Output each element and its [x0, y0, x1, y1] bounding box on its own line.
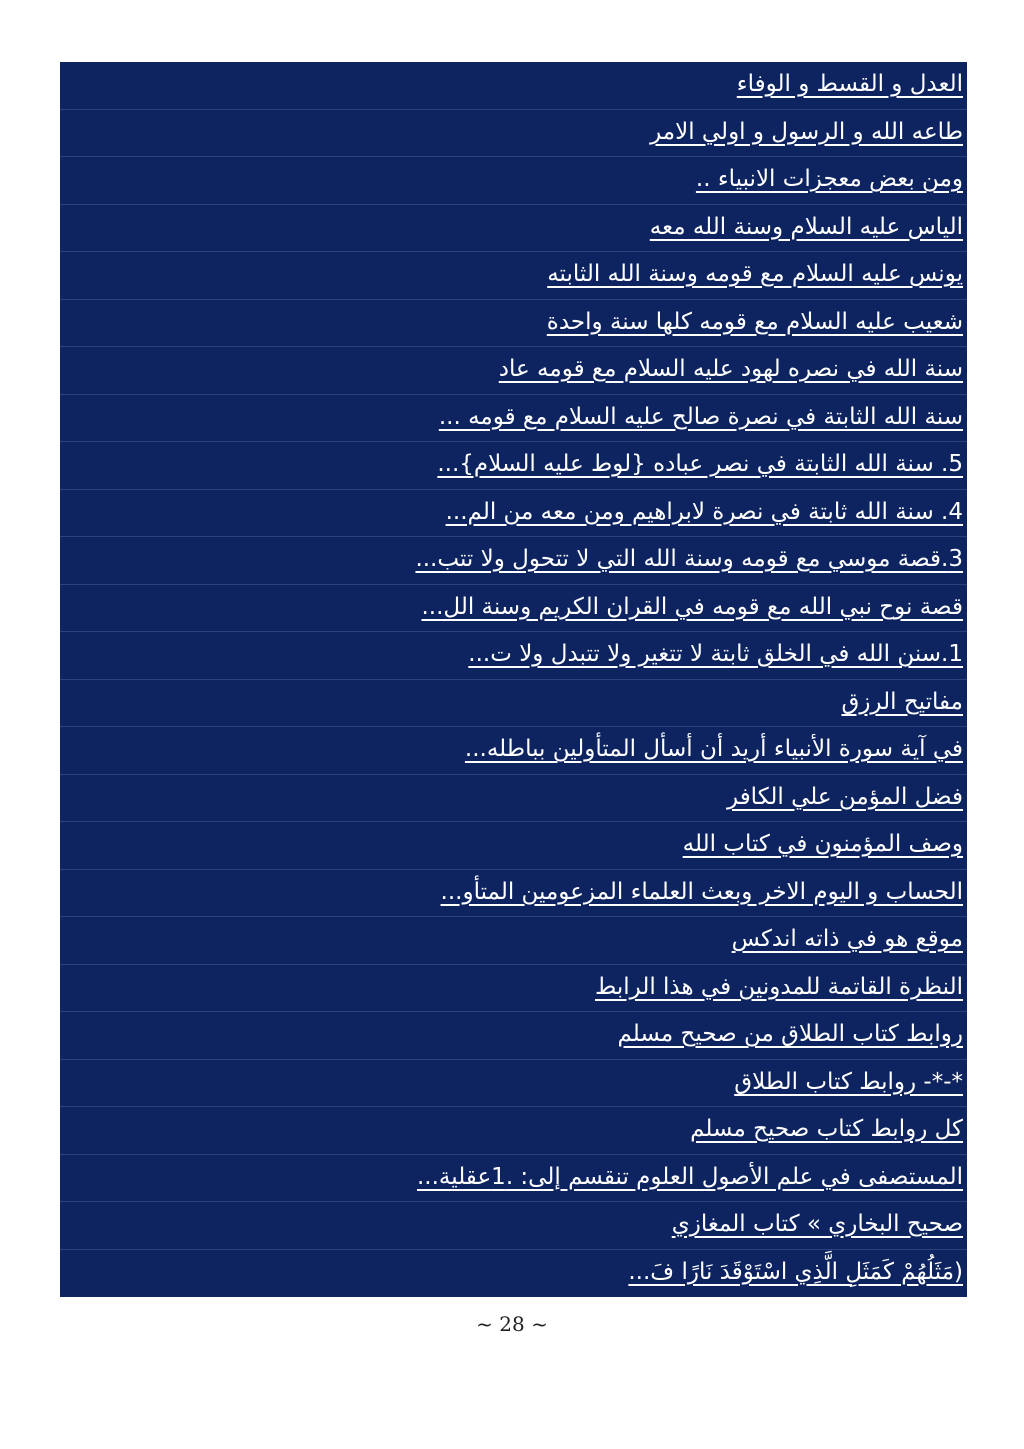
link-row [60, 1060, 967, 1108]
link-row [60, 537, 967, 585]
link-row [60, 300, 967, 348]
link-row [60, 1250, 967, 1298]
post-link[interactable]: طاعه الله و الرسول و اولي الامر [650, 118, 963, 145]
link-row [60, 632, 967, 680]
post-link[interactable]: 4. سنة الله ثابتة في نصرة لابراهيم ومن معه من الم... [445, 498, 963, 525]
post-link[interactable]: 3.قصة موسي مع قومه وسنة الله التي لا تتحول ولا تتب... [415, 546, 963, 572]
link-row [60, 585, 967, 633]
post-link[interactable]: الحساب و اليوم الاخر وبعث العلماء المزعومين المتأو... [440, 878, 963, 905]
post-link[interactable]: يونس عليه السلام مع قومه وسنة الله الثابته [547, 261, 963, 287]
link-row [60, 157, 967, 205]
link-row [60, 490, 967, 538]
post-link[interactable]: 5. سنة الله الثابتة في نصر عباده {لوط عليه السلام}... [437, 451, 963, 477]
post-link[interactable]: قصة نوح نبي الله مع قومه في القران الكريم وسنة الل... [421, 593, 963, 620]
link-row [60, 1107, 967, 1155]
link-row [60, 62, 967, 110]
post-link[interactable]: في آية سورة الأنبياء أريد أن أسأل المتأولين بباطله... [464, 736, 963, 762]
link-row [60, 1202, 967, 1250]
post-link[interactable]: فضل المؤمن علي الكافر [727, 783, 963, 810]
post-link[interactable]: موقع هو في ذاته اندكس [731, 926, 963, 952]
link-row [60, 727, 967, 775]
post-link[interactable]: *-*- روابط كتاب الطلاق [734, 1068, 963, 1095]
post-link[interactable]: (مَثَلُهُمْ كَمَثَلِ الَّذِي اسْتَوْقَدَ نَارًا فَ... [628, 1258, 963, 1285]
post-link[interactable]: صحيح البخاري » كتاب المغازي [671, 1211, 963, 1237]
link-row [60, 917, 967, 965]
link-row [60, 395, 967, 443]
post-link[interactable]: ومن بعض معجزات الانبياء .. [695, 166, 963, 192]
post-link[interactable]: سنة الله الثابتة في نصرة صالح عليه السلام مع قومه ... [438, 403, 963, 430]
post-link[interactable]: كل روابط كتاب صحيح مسلم [690, 1116, 963, 1142]
post-link[interactable]: النظرة القاتمة للمدونين في هذا الرابط [595, 973, 963, 1000]
link-row [60, 1155, 967, 1203]
post-link[interactable]: مفاتيح الرزق [841, 688, 963, 715]
post-link[interactable]: روابط كتاب الطلاق من صحيح مسلم [617, 1021, 963, 1047]
link-row [60, 110, 967, 158]
post-link[interactable]: 1.سنن الله في الخلق ثابتة لا تتغير ولا تتبدل ولا ت... [468, 641, 963, 667]
link-row [60, 442, 967, 490]
post-link[interactable]: سنة الله في نصره لهود عليه السلام مع قومه عاد [498, 356, 963, 382]
link-row [60, 965, 967, 1013]
link-row [60, 1012, 967, 1060]
link-row [60, 870, 967, 918]
post-link[interactable]: المستصفى في علم الأصول العلوم تنقسم إلى: .1عقلية... [416, 1163, 963, 1190]
link-row [60, 205, 967, 253]
link-list-panel [60, 62, 967, 1297]
post-link[interactable]: شعيب عليه السلام مع قومه كلها سنة واحدة [546, 308, 963, 335]
post-link[interactable]: العدل و القسط و الوفاء [736, 71, 963, 97]
link-row [60, 347, 967, 395]
link-row [60, 680, 967, 728]
post-link[interactable]: الياس عليه السلام وسنة الله معه [649, 213, 963, 240]
link-row [60, 252, 967, 300]
link-row [60, 775, 967, 823]
page-number: ~ 28 ~ [476, 1312, 548, 1336]
post-link[interactable]: وصف المؤمنون في كتاب الله [682, 831, 963, 857]
link-row [60, 822, 967, 870]
